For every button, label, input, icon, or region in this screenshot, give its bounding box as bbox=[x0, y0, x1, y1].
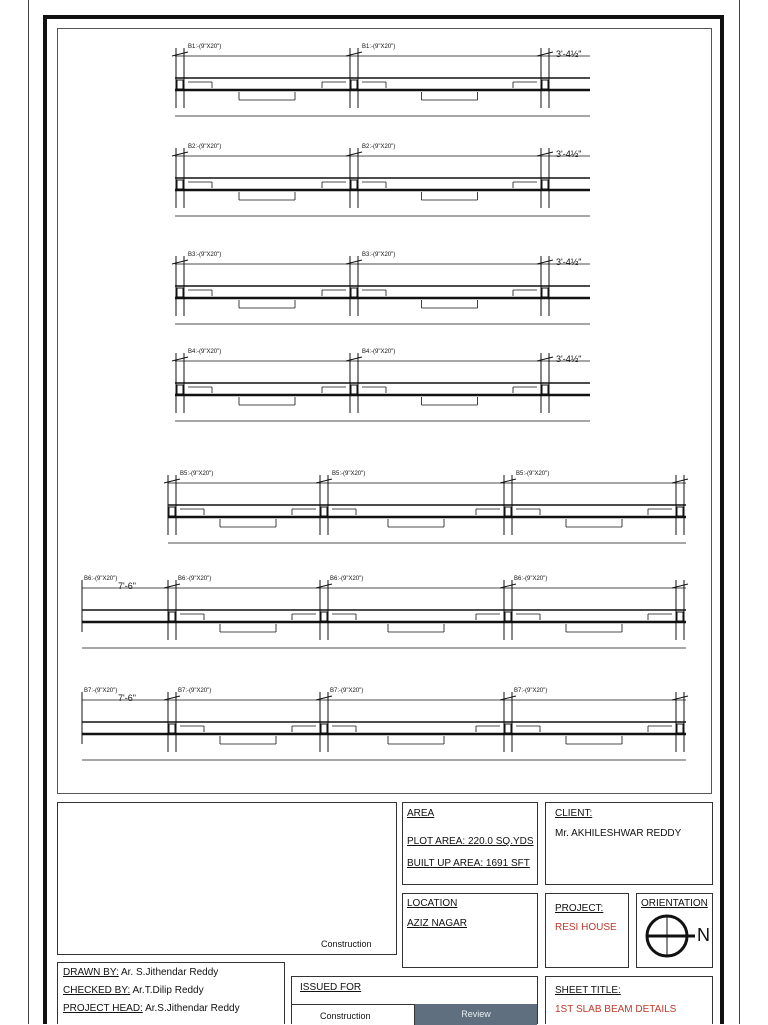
orientation-box bbox=[636, 893, 713, 968]
notes-box bbox=[57, 802, 397, 955]
construction-option[interactable] bbox=[292, 1004, 415, 1025]
column-section bbox=[677, 612, 683, 621]
column-section bbox=[677, 507, 683, 516]
area-heading: AREA bbox=[407, 808, 435, 819]
built-up-area: BUILT UP AREA: 1691 SFT bbox=[407, 858, 530, 869]
beam-label: B7:-(9"X20") bbox=[178, 688, 212, 694]
column-section bbox=[321, 507, 327, 516]
tick-mark bbox=[316, 479, 332, 483]
column-section bbox=[542, 288, 548, 297]
issued-heading: ISSUED FOR bbox=[300, 982, 362, 993]
tick-mark bbox=[537, 260, 553, 264]
beam-label: B6:-(9"X20") bbox=[178, 576, 212, 582]
column-section bbox=[505, 507, 511, 516]
tick-mark bbox=[346, 357, 362, 361]
location-value: AZIZ NAGAR bbox=[407, 918, 468, 929]
plot-area: PLOT AREA: 220.0 SQ.YDS bbox=[407, 836, 534, 847]
project-value: RESI HOUSE bbox=[555, 922, 617, 933]
sheet-title-value: 1ST SLAB BEAM DETAILS bbox=[555, 1004, 677, 1015]
column-section bbox=[351, 288, 357, 297]
client-name: Mr. AKHILESHWAR REDDY bbox=[555, 828, 682, 839]
beam-label: B4:-(9"X20") bbox=[362, 349, 396, 355]
tick-mark bbox=[537, 357, 553, 361]
tick-mark bbox=[537, 52, 553, 56]
beam-label: B2:-(9"X20") bbox=[362, 144, 396, 150]
column-section bbox=[321, 724, 327, 733]
column-section bbox=[677, 724, 683, 733]
area-box bbox=[402, 802, 538, 885]
column-section bbox=[169, 724, 175, 733]
sheet-title-box bbox=[545, 976, 713, 1024]
column-section bbox=[169, 612, 175, 621]
tick-mark bbox=[500, 584, 516, 588]
beam-label: B1:-(9"X20") bbox=[188, 44, 222, 50]
column-section bbox=[321, 612, 327, 621]
people-box bbox=[57, 962, 285, 1024]
tick-mark bbox=[316, 696, 332, 700]
column-section bbox=[177, 180, 183, 189]
beam-label: B3:-(9"X20") bbox=[188, 252, 222, 258]
issued-for-box bbox=[291, 976, 538, 1024]
beam-label: B7:-(9"X20") bbox=[514, 688, 548, 694]
column-section bbox=[505, 612, 511, 621]
project-heading: PROJECT: bbox=[555, 903, 604, 914]
beam-label: B5:-(9"X20") bbox=[332, 471, 366, 477]
column-section bbox=[177, 385, 183, 394]
north-label: N bbox=[697, 925, 710, 945]
tick-mark bbox=[172, 52, 188, 56]
tick-mark bbox=[672, 479, 688, 483]
construction-label: Construction bbox=[320, 1011, 371, 1021]
drawn-by: DRAWN BY: Ar. S.Jithendar Reddy bbox=[63, 967, 219, 978]
tick-mark bbox=[164, 696, 180, 700]
tick-mark bbox=[164, 584, 180, 588]
beam-label: B2:-(9"X20") bbox=[188, 144, 222, 150]
column-section bbox=[542, 80, 548, 89]
beam-label: B5:-(9"X20") bbox=[516, 471, 550, 477]
beam-label: B5:-(9"X20") bbox=[180, 471, 214, 477]
cantilever-dimension: 3'-4½" bbox=[556, 257, 582, 267]
beam-label: B6:-(9"X20") bbox=[514, 576, 548, 582]
client-box bbox=[545, 802, 713, 885]
beam-label: B7:-(9"X20") bbox=[330, 688, 364, 694]
cantilever-dimension: 3'-4½" bbox=[556, 49, 582, 59]
beam-label: B1:-(9"X20") bbox=[362, 44, 396, 50]
column-section bbox=[177, 288, 183, 297]
column-section bbox=[505, 724, 511, 733]
column-section bbox=[169, 507, 175, 516]
beam-label: B7:-(9"X20") bbox=[84, 688, 118, 694]
tick-mark bbox=[316, 584, 332, 588]
project-box bbox=[545, 893, 629, 968]
tick-mark bbox=[172, 152, 188, 156]
cantilever-dimension: 3'-4½" bbox=[556, 149, 582, 159]
tick-mark bbox=[500, 696, 516, 700]
column-section bbox=[542, 385, 548, 394]
notes-footer: Construction bbox=[321, 939, 372, 949]
cantilever-dimension: 3'-4½" bbox=[556, 354, 582, 364]
tick-mark bbox=[672, 696, 688, 700]
orientation-heading: ORIENTATION bbox=[641, 898, 708, 909]
tick-mark bbox=[172, 260, 188, 264]
project-head: PROJECT HEAD: Ar.S.Jithendar Reddy bbox=[63, 1003, 240, 1014]
tick-mark bbox=[172, 357, 188, 361]
column-section bbox=[351, 80, 357, 89]
checked-by: CHECKED BY: Ar.T.Dilip Reddy bbox=[63, 985, 204, 996]
column-section bbox=[177, 80, 183, 89]
beam-label: B3:-(9"X20") bbox=[362, 252, 396, 258]
tick-mark bbox=[672, 584, 688, 588]
column-section bbox=[351, 180, 357, 189]
beam-label: B6:-(9"X20") bbox=[330, 576, 364, 582]
tick-mark bbox=[346, 52, 362, 56]
tick-mark bbox=[346, 152, 362, 156]
tick-mark bbox=[346, 260, 362, 264]
column-section bbox=[351, 385, 357, 394]
tick-mark bbox=[164, 479, 180, 483]
column-section bbox=[542, 180, 548, 189]
location-box bbox=[402, 893, 538, 968]
cantilever-dimension: 7'-6" bbox=[118, 693, 136, 703]
review-button[interactable]: Review bbox=[415, 1004, 537, 1025]
client-heading: CLIENT: bbox=[555, 808, 593, 819]
beam-label: B4:-(9"X20") bbox=[188, 349, 222, 355]
beam-label: B6:-(9"X20") bbox=[84, 576, 118, 582]
cantilever-dimension: 7'-6" bbox=[118, 581, 136, 591]
location-heading: LOCATION bbox=[407, 898, 458, 909]
tick-mark bbox=[537, 152, 553, 156]
sheet-title-heading: SHEET TITLE: bbox=[555, 985, 621, 996]
tick-mark bbox=[500, 479, 516, 483]
